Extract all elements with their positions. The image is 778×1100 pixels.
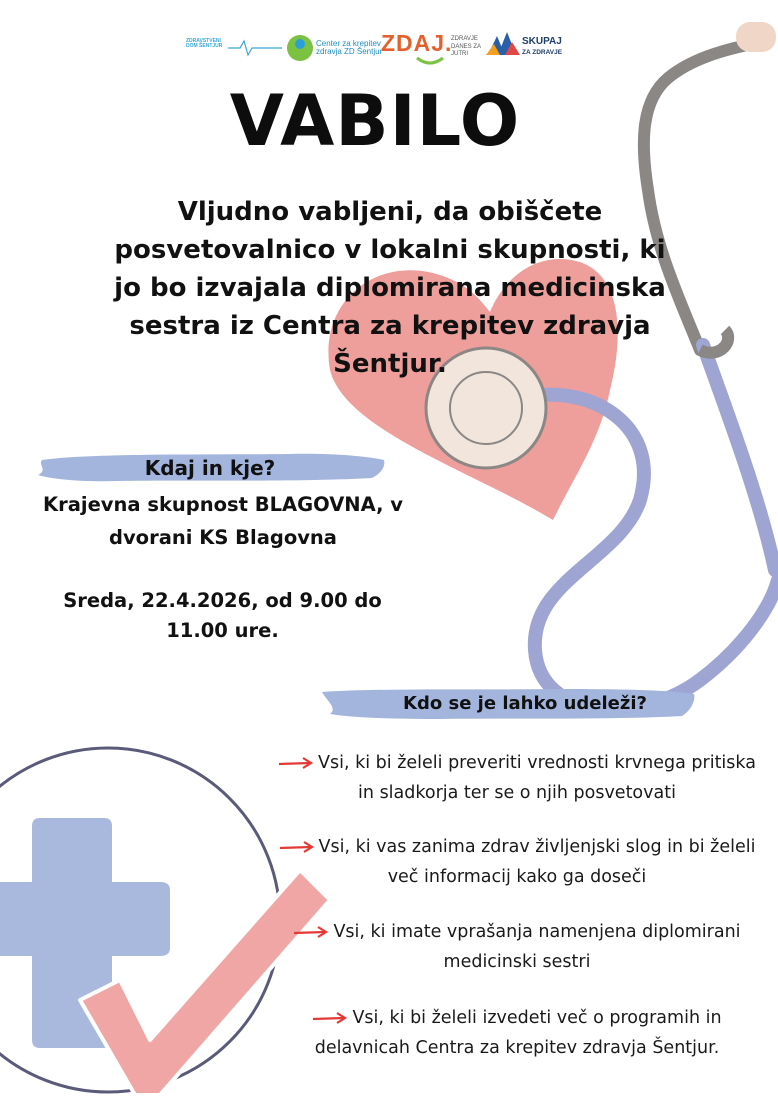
list-item-text: Vsi, ki imate vprašanja namenjena diplomirani medicinski sestri — [333, 922, 741, 972]
intro-text: Vljudno vabljeni, da obiščete posvetovalnico v lokalni skupnosti, ki jo bo izvajala diplomirana medicinska sestra iz Centra za krepitev zdravja Šentjur. — [114, 197, 666, 379]
list-item — [272, 832, 762, 892]
logo-zdaj: ZDAJ. — [381, 30, 453, 56]
event-location: Krajevna skupnost BLAGOVNA, v dvorani KS Blagovna — [43, 493, 403, 549]
when-heading: Kdaj in kje? — [144, 456, 276, 480]
event-date: Sreda, 22.4.2026, od 9.00 do 11.00 ure. — [63, 589, 382, 642]
list-item-text: Vsi, ki vas zanima zdrav življenjski slog in bi želeli več informacij kako ga doseči — [318, 837, 756, 887]
list-item — [272, 748, 762, 808]
list-item — [272, 1003, 762, 1063]
list-item-text: Vsi, ki bi želeli preveriti vrednosti krvnega pritiska in sladkorja ter se o njih posvetovati — [318, 753, 756, 803]
logo-zdaj-subtitle: ZDRAVJE DANES ZA JUTRI — [451, 36, 481, 57]
arrow-right-icon — [312, 1011, 348, 1025]
page-title: VABILO — [229, 80, 521, 162]
arrow-right-icon — [293, 925, 329, 939]
ecg-line — [228, 41, 282, 55]
list-item-text: Vsi, ki bi želeli izvedeti več o programih in delavnicah Centra za krepitev zdravja Šentjur. — [314, 1008, 722, 1058]
arrow-right-icon — [279, 840, 315, 854]
logo-ckz: Center za krepitev zdravja ZD Šentjur — [316, 39, 383, 57]
arrow-right-icon — [278, 756, 314, 770]
logo-zdravstveni-dom: ZDRAVSTVENI DOM ŠENTJUR — [186, 38, 223, 50]
logo-skupaj: SKUPAJ — [522, 36, 562, 47]
list-item — [272, 917, 762, 977]
logo-skupaj-subtitle: ZA ZDRAVJE — [522, 49, 563, 56]
who-heading: Kdo se je lahko udeleži? — [403, 693, 647, 714]
zdaj-smile — [417, 58, 443, 63]
